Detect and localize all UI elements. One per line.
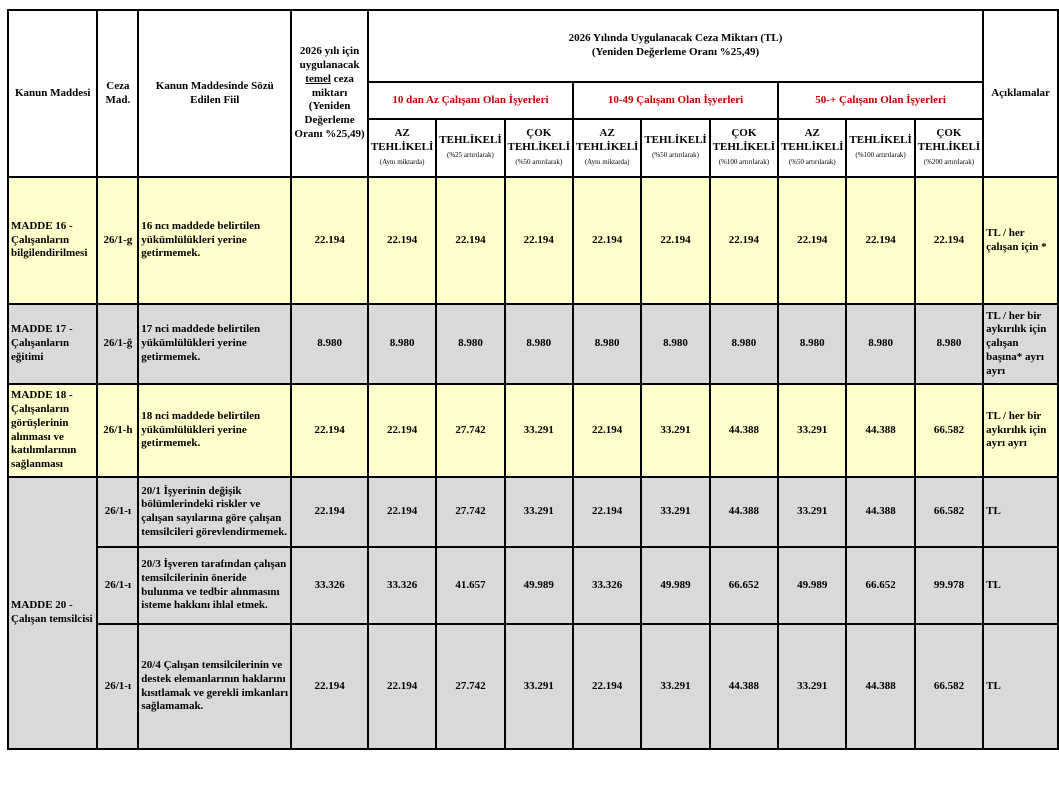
value-cell: 33.291 bbox=[778, 477, 846, 547]
subheader-cell: AZ TEHLİKELİ (Aynı miktarda) bbox=[368, 119, 436, 177]
header-uygulanacak-ceza: 2026 Yılında Uygulanacak Ceza Miktarı (TL) (Yeniden Değerleme Oranı %25,49) bbox=[368, 10, 983, 82]
value-cell: 66.582 bbox=[915, 477, 983, 547]
table-row bbox=[8, 547, 1058, 624]
value-cell: 27.742 bbox=[436, 624, 504, 749]
value-cell: 22.194 bbox=[846, 177, 914, 304]
value-cell: 44.388 bbox=[710, 624, 778, 749]
subheader-cell: ÇOK TEHLİKELİ (%200 artırılarak) bbox=[915, 119, 983, 177]
subheader-cell: ÇOK TEHLİKELİ (%50 artırılarak) bbox=[505, 119, 573, 177]
value-cell: 33.326 bbox=[368, 547, 436, 624]
header-fiil: Kanun Maddesinde Sözü Edilen Fiil bbox=[138, 10, 291, 177]
value-cell: 22.194 bbox=[573, 624, 641, 749]
value-cell: 22.194 bbox=[505, 177, 573, 304]
fiil-cell: 18 nci maddede belirtilen yükümlülükleri yerine getirmemek. bbox=[138, 384, 291, 477]
value-cell: 27.742 bbox=[436, 384, 504, 477]
aciklama-cell: TL bbox=[983, 624, 1058, 749]
value-cell: 22.194 bbox=[368, 477, 436, 547]
aciklama-cell: TL bbox=[983, 477, 1058, 547]
penalty-table bbox=[7, 9, 1059, 750]
value-cell: 44.388 bbox=[846, 624, 914, 749]
subheader-cell: TEHLİKELİ (%50 artırılarak) bbox=[641, 119, 709, 177]
aciklama-cell: TL bbox=[983, 547, 1058, 624]
value-cell: 49.989 bbox=[778, 547, 846, 624]
value-cell: 22.194 bbox=[573, 477, 641, 547]
temel-ceza-cell: 22.194 bbox=[291, 477, 368, 547]
ceza-mad-cell: 26/1-ı bbox=[97, 477, 138, 547]
value-cell: 8.980 bbox=[505, 304, 573, 384]
value-cell: 66.582 bbox=[915, 384, 983, 477]
value-cell: 44.388 bbox=[846, 477, 914, 547]
kanun-maddesi-cell: MADDE 16 - Çalışanların bilgilendirilmesi bbox=[8, 177, 97, 304]
aciklama-cell: TL / her bir aykırılık için çalışan başına* ayrı ayrı bbox=[983, 304, 1058, 384]
value-cell: 27.742 bbox=[436, 477, 504, 547]
header-kanun-maddesi: Kanun Maddesi bbox=[8, 10, 97, 177]
value-cell: 8.980 bbox=[641, 304, 709, 384]
header-ceza-mad: Ceza Mad. bbox=[97, 10, 138, 177]
value-cell: 33.326 bbox=[573, 547, 641, 624]
table-row bbox=[8, 624, 1058, 749]
value-cell: 33.291 bbox=[505, 384, 573, 477]
subheader-cell: TEHLİKELİ (%25 artırılarak) bbox=[436, 119, 504, 177]
table-row bbox=[8, 177, 1058, 304]
fiil-cell: 20/3 İşveren tarafından çalışan temsilcilerinin öneride bulunma ve tedbir alınmasını isteme hakkını ihlal etmek. bbox=[138, 547, 291, 624]
value-cell: 22.194 bbox=[778, 177, 846, 304]
value-cell: 33.291 bbox=[778, 624, 846, 749]
ceza-mad-cell: 26/1-g bbox=[97, 177, 138, 304]
value-cell: 33.291 bbox=[641, 477, 709, 547]
aciklama-cell: TL / her çalışan için * bbox=[983, 177, 1058, 304]
value-cell: 8.980 bbox=[368, 304, 436, 384]
header-group-50-plus: 50-+ Çalışanı Olan İşyerleri bbox=[778, 82, 983, 119]
value-cell: 8.980 bbox=[778, 304, 846, 384]
value-cell: 22.194 bbox=[573, 384, 641, 477]
fiil-cell: 16 ncı maddede belirtilen yükümlülükleri yerine getirmemek. bbox=[138, 177, 291, 304]
aciklama-cell: TL / her bir aykırılık için ayrı ayrı bbox=[983, 384, 1058, 477]
value-cell: 22.194 bbox=[710, 177, 778, 304]
value-cell: 33.291 bbox=[505, 477, 573, 547]
value-cell: 66.652 bbox=[846, 547, 914, 624]
value-cell: 22.194 bbox=[915, 177, 983, 304]
value-cell: 8.980 bbox=[846, 304, 914, 384]
value-cell: 44.388 bbox=[846, 384, 914, 477]
subheader-cell: ÇOK TEHLİKELİ (%100 artırılarak) bbox=[710, 119, 778, 177]
header-group-under-10: 10 dan Az Çalışanı Olan İşyerleri bbox=[368, 82, 573, 119]
header-temel-ceza: 2026 yılı için uygulanacak temel ceza miktarı (Yeniden Değerleme Oranı %25,49) bbox=[291, 10, 368, 177]
header-group-10-49: 10-49 Çalışanı Olan İşyerleri bbox=[573, 82, 778, 119]
ceza-mad-cell: 26/1-h bbox=[97, 384, 138, 477]
value-cell: 22.194 bbox=[368, 177, 436, 304]
fiil-cell: 17 nci maddede belirtilen yükümlülükleri yerine getirmemek. bbox=[138, 304, 291, 384]
value-cell: 22.194 bbox=[436, 177, 504, 304]
temel-ceza-cell: 8.980 bbox=[291, 304, 368, 384]
value-cell: 41.657 bbox=[436, 547, 504, 624]
fiil-cell: 20/1 İşyerinin değişik bölümlerindeki riskler ve çalışan sayılarına göre çalışan temsilcileri görevlendirmemek. bbox=[138, 477, 291, 547]
value-cell: 22.194 bbox=[368, 624, 436, 749]
value-cell: 49.989 bbox=[641, 547, 709, 624]
value-cell: 8.980 bbox=[573, 304, 641, 384]
ceza-mad-cell: 26/1-ğ bbox=[97, 304, 138, 384]
header-aciklamalar: Açıklamalar bbox=[983, 10, 1058, 177]
value-cell: 66.652 bbox=[710, 547, 778, 624]
table-row bbox=[8, 304, 1058, 384]
ceza-mad-cell: 26/1-ı bbox=[97, 624, 138, 749]
value-cell: 44.388 bbox=[710, 384, 778, 477]
temel-ceza-cell: 33.326 bbox=[291, 547, 368, 624]
temel-ceza-cell: 22.194 bbox=[291, 384, 368, 477]
value-cell: 33.291 bbox=[641, 384, 709, 477]
value-cell: 33.291 bbox=[641, 624, 709, 749]
value-cell: 99.978 bbox=[915, 547, 983, 624]
value-cell: 22.194 bbox=[573, 177, 641, 304]
subheader-cell: AZ TEHLİKELİ (%50 artırılarak) bbox=[778, 119, 846, 177]
subheader-cell: TEHLİKELİ (%100 artırılarak) bbox=[846, 119, 914, 177]
value-cell: 49.989 bbox=[505, 547, 573, 624]
value-cell: 22.194 bbox=[641, 177, 709, 304]
temel-ceza-cell: 22.194 bbox=[291, 177, 368, 304]
temel-ceza-cell: 22.194 bbox=[291, 624, 368, 749]
subheader-cell: AZ TEHLİKELİ (Aynı miktarda) bbox=[573, 119, 641, 177]
table-row bbox=[8, 477, 1058, 547]
value-cell: 33.291 bbox=[505, 624, 573, 749]
value-cell: 44.388 bbox=[710, 477, 778, 547]
kanun-maddesi-cell: MADDE 17 - Çalışanların eğitimi bbox=[8, 304, 97, 384]
kanun-maddesi-cell: MADDE 20 - Çalışan temsilcisi bbox=[8, 477, 97, 749]
ceza-mad-cell: 26/1-ı bbox=[97, 547, 138, 624]
table-row bbox=[8, 384, 1058, 477]
value-cell: 8.980 bbox=[710, 304, 778, 384]
fiil-cell: 20/4 Çalışan temsilcilerinin ve destek elemanlarının haklarını kısıtlamak ve gerekli imkanları sağlamamak. bbox=[138, 624, 291, 749]
value-cell: 22.194 bbox=[368, 384, 436, 477]
value-cell: 33.291 bbox=[778, 384, 846, 477]
value-cell: 8.980 bbox=[915, 304, 983, 384]
value-cell: 8.980 bbox=[436, 304, 504, 384]
value-cell: 66.582 bbox=[915, 624, 983, 749]
kanun-maddesi-cell: MADDE 18 - Çalışanların görüşlerinin alınması ve katılımlarının sağlanması bbox=[8, 384, 97, 477]
